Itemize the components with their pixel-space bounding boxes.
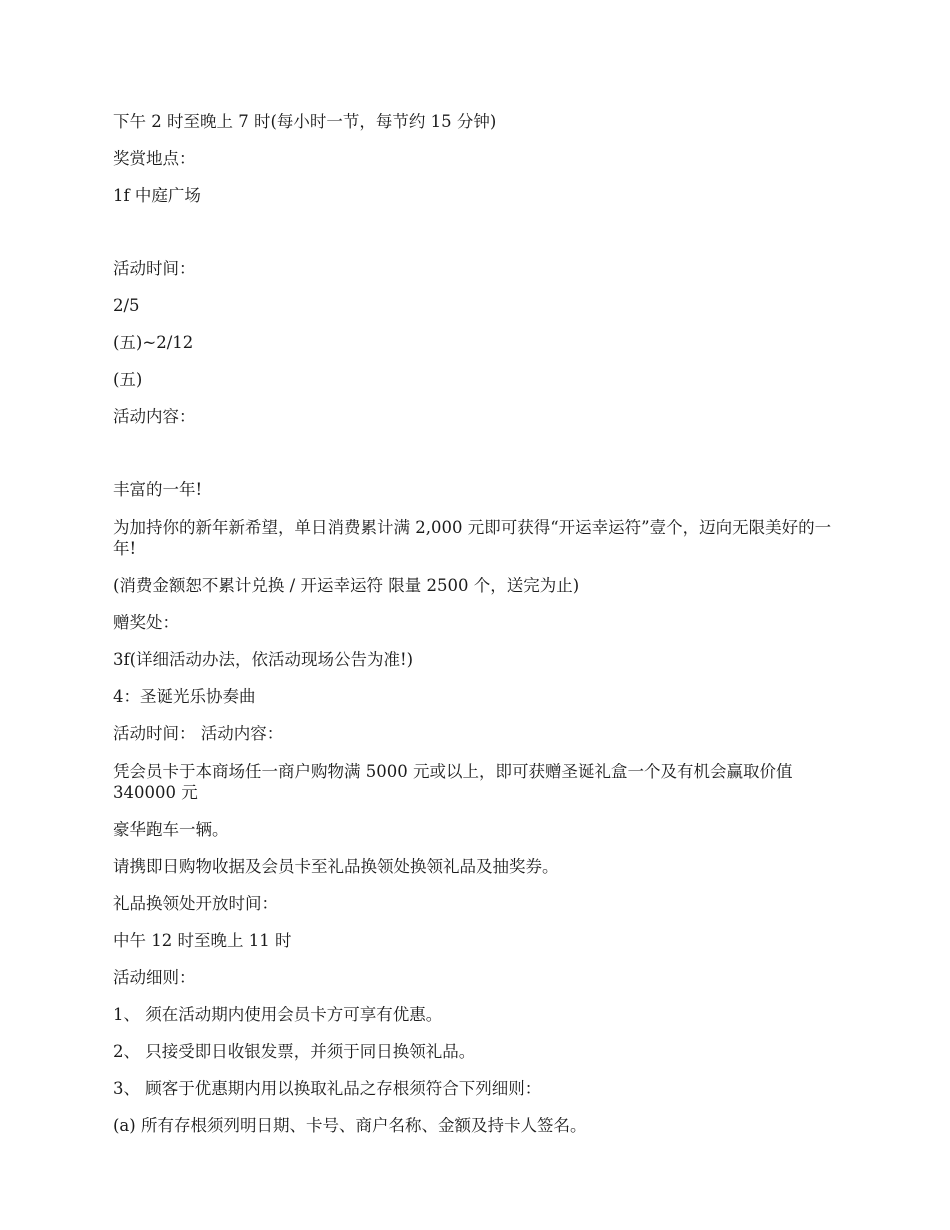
paragraph-member-offer: 凭会员卡于本商场任一商户购物满 5000 元或以上，即可获赠圣诞礼盒一个及有机会赢取价值 340000 元 — [113, 762, 798, 802]
paragraph-rich-year: 丰富的一年! — [113, 480, 203, 499]
paragraph-reward-location: 1f 中庭广场 — [113, 186, 201, 205]
paragraph-rule-3a: (a) 所有存根须列明日期、卡号、商户名称、金额及持卡人签名。 — [113, 1116, 587, 1135]
document-body — [113, 112, 838, 1153]
paragraph-gift-desk-label: 赠奖处： — [113, 613, 179, 632]
paragraph-activity-content-label: 活动内容： — [113, 407, 196, 426]
blank-line — [113, 223, 838, 259]
paragraph-date-end: (五) — [113, 370, 143, 389]
paragraph-date-start: 2/5 — [113, 296, 140, 315]
paragraph-section-4-title: 4：圣诞光乐协奏曲 — [113, 687, 256, 706]
paragraph-redeem-hours-label: 礼品换领处开放时间： — [113, 894, 278, 913]
paragraph-rule-2: 2、 只接受即日收银发票，并须于同日换领礼品。 — [113, 1042, 476, 1061]
blank-line — [113, 444, 838, 480]
paragraph-sports-car: 豪华跑车一辆。 — [113, 820, 229, 839]
paragraph-offer-note: (消费金额恕不累计兑换 / 开运幸运符 限量 2500 个，送完为止) — [113, 576, 580, 595]
paragraph-activity-time-label: 活动时间： — [113, 259, 196, 278]
paragraph-date-range: (五)~2/12 — [113, 333, 194, 352]
paragraph-gift-desk: 3f(详细活动办法，依活动现场公告为准!) — [113, 650, 414, 669]
paragraph-new-year-offer: 为加持你的新年新希望，单日消费累计满 2,000 元即可获得“开运幸运符”壹个，迈向无限美好的一年! — [113, 518, 832, 558]
paragraph-redeem-hours: 中午 12 时至晚上 11 时 — [113, 931, 292, 950]
paragraph-rule-1: 1、 须在活动期内使用会员卡方可享有优惠。 — [113, 1005, 443, 1024]
paragraph-rule-3: 3、 顾客于优惠期内用以换取礼品之存根须符合下列细则： — [113, 1079, 542, 1098]
paragraph-rules-label: 活动细则： — [113, 968, 196, 987]
paragraph-reward-location-label: 奖赏地点： — [113, 149, 196, 168]
paragraph-time-content-labels: 活动时间： 活动内容： — [113, 724, 284, 743]
paragraph-time-slot: 下午 2 时至晚上 7 时(每小时一节，每节约 15 分钟) — [113, 112, 497, 131]
paragraph-redeem-instruction: 请携即日购物收据及会员卡至礼品换领处换领礼品及抽奖券。 — [113, 857, 559, 876]
